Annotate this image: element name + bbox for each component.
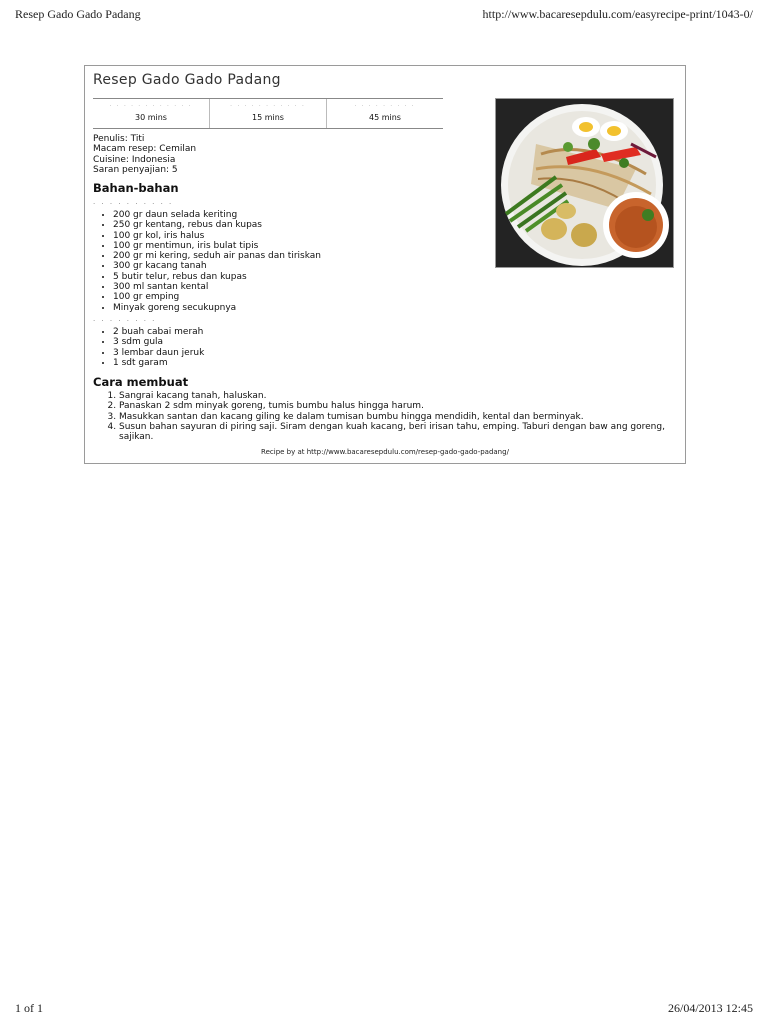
ingredients-subheading-2: · · · · · · · · (93, 317, 157, 325)
ingredient-item: • 3 lembar daun jeruk (113, 348, 204, 358)
ingredient-item: • 200 gr mi kering, seduh air panas dan tiriskan (113, 251, 321, 261)
ingredient-item: • 100 gr kol, iris halus (113, 231, 321, 241)
ingredient-item: • 1 sdt garam (113, 358, 204, 368)
recipe-type: Macam resep: Cemilan (93, 144, 197, 155)
cuisine: Cuisine: Indonesia (93, 154, 176, 165)
prep-time (93, 99, 209, 128)
ingredients-subheading-1: · · · · · · · · · · (93, 200, 174, 208)
ingredient-item: • 3 sdm gula (113, 337, 204, 347)
instruction-step: 2. Panaskan 2 sdm minyak goreng, tumis bumbu halus hingga harum. (119, 401, 689, 411)
cook-time-value: 15 mins (252, 113, 284, 122)
recipe-title: Resep Gado Gado Padang (93, 72, 281, 88)
ingredient-item: • 100 gr mentimun, iris bulat tipis (113, 241, 321, 251)
footer-page-count: 1 of 1 (15, 1001, 43, 1015)
ingredient-item: • 300 gr kacang tanah (113, 261, 321, 271)
ingredients-list-1 (93, 210, 321, 313)
instruction-step: 3. Masukkan santan dan kacang giling ke dalam tumisan bumbu hingga mendidih, kental dan berminyak. (119, 412, 689, 422)
ingredients-list-2 (93, 327, 204, 368)
author: Penulis: Titi (93, 134, 145, 144)
prep-time-label: · · · · · · · · · · · · (109, 103, 193, 109)
total-time (326, 99, 443, 128)
prep-time-value: 30 mins (135, 113, 167, 122)
instruction-step: 4. Susun bahan sayuran di piring saji. Siram dengan kuah kacang, beri irisan tahu, emping. Taburi dengan baw ang goreng, sajikan. (119, 422, 689, 443)
browser-url: http://www.bacaresepdulu.com/easyrecipe-print/1043-0/ (482, 7, 753, 21)
recipe-card (84, 65, 686, 464)
recipe-times (93, 98, 443, 129)
total-time-value: 45 mins (369, 113, 401, 122)
recipe-credit: Recipe by at http://www.bacaresepdulu.com/resep-gado-gado-padang/ (261, 448, 509, 456)
ingredients-heading: Bahan-bahan (93, 181, 179, 195)
ingredient-item: • 100 gr emping (113, 292, 321, 302)
ingredient-item: • 300 ml santan kental (113, 282, 321, 292)
recipe-photo (495, 98, 674, 268)
instructions-heading: Cara membuat (93, 375, 189, 389)
ingredient-item: • 250 gr kentang, rebus dan kupas (113, 220, 321, 230)
recipe-meta (93, 134, 196, 175)
browser-page-title: Resep Gado Gado Padang (15, 7, 141, 21)
ingredient-item: • Minyak goreng secukupnya (113, 303, 321, 313)
instructions-list (93, 391, 689, 442)
cook-time-label: · · · · · · · · · · · (230, 103, 306, 109)
gado-gado-plate-image (496, 99, 673, 267)
servings: Saran penyajian: 5 (93, 164, 178, 175)
total-time-label: · · · · · · · · · (354, 103, 416, 109)
ingredient-item: • 2 buah cabai merah (113, 327, 204, 337)
ingredient-item: • 200 gr daun selada keriting (113, 210, 321, 220)
instruction-step: 1. Sangrai kacang tanah, haluskan. (119, 391, 689, 401)
cook-time (209, 99, 326, 128)
footer-timestamp: 26/04/2013 12:45 (667, 1001, 753, 1015)
ingredient-item: • 5 butir telur, rebus dan kupas (113, 272, 321, 282)
